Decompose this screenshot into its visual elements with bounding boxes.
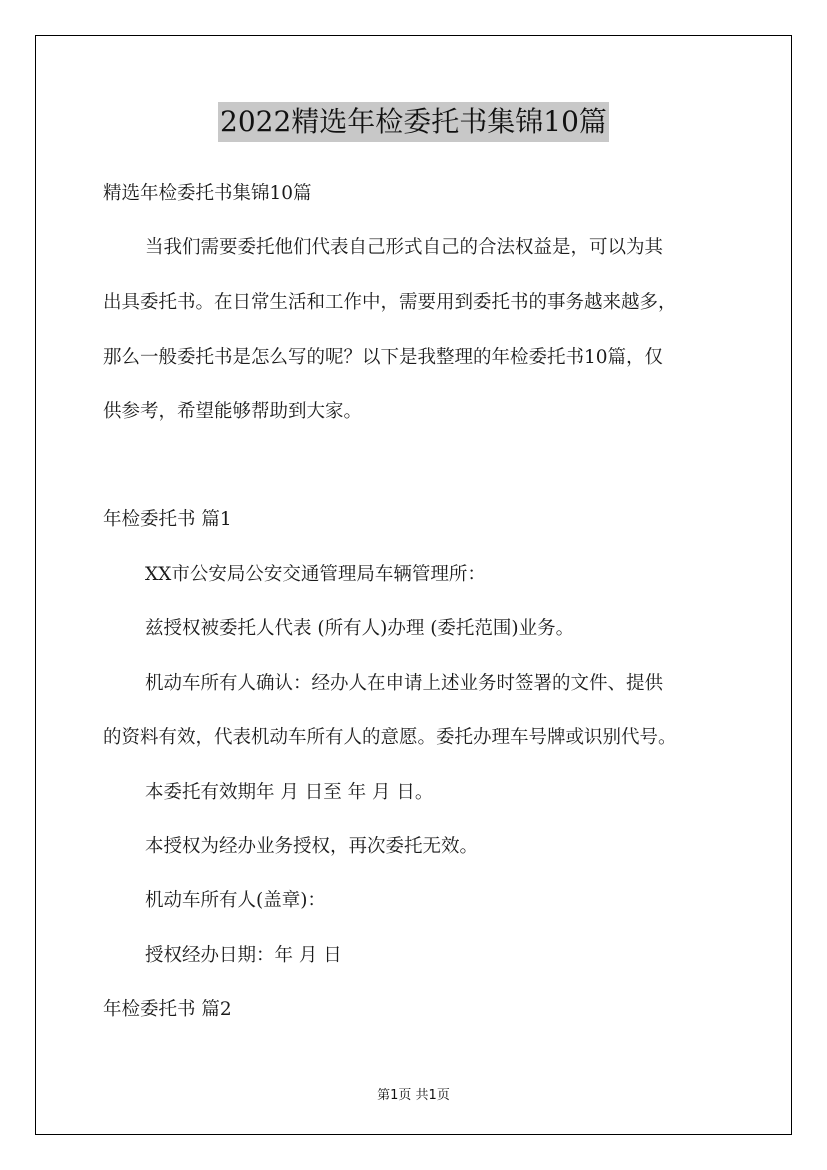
intro-line-3: 那么一般委托书是怎么写的呢？以下是我整理的年检委托书10篇，仅 [103,347,664,368]
confirm-line-2: 的资料有效，代表机动车所有人的意愿。委托办理车号牌或识别代号。 [103,727,677,748]
owner-seal-text: 机动车所有人(盖章)： [145,890,326,911]
section-heading-2: 年检委托书 篇2 [103,999,232,1020]
scope-text: 本授权为经办业务授权，再次委托无效。 [145,836,479,857]
intro-line-2: 出具委托书。在日常生活和工作中，需要用到委托书的事务越来越多， [103,292,677,313]
intro-line-4: 供参考，希望能够帮助到大家。 [103,401,363,422]
section-heading-1: 年检委托书 篇1 [103,509,232,530]
confirm-line-1: 机动车所有人确认：经办人在申请上述业务时签署的文件、提供 [145,673,664,694]
validity-text: 本委托有效期年 月 日至 年 月 日。 [145,782,434,803]
authorization-date: 授权经办日期：年 月 日 [145,945,342,966]
document-title: 2022精选年检委托书集锦10篇 [218,102,609,142]
addressee: XX市公安局公安交通管理局车辆管理所： [145,564,486,585]
page-footer: 第1页 共1页 [377,1088,450,1103]
authorization-text: 兹授权被委托人代表 (所有人)办理 (委托范围)业务。 [145,618,575,639]
title-wrap [36,102,791,142]
document-page [35,35,792,1135]
document-subtitle: 精选年检委托书集锦10篇 [103,183,312,204]
intro-line-1: 当我们需要委托他们代表自己形式自己的合法权益是，可以为其 [145,237,664,258]
